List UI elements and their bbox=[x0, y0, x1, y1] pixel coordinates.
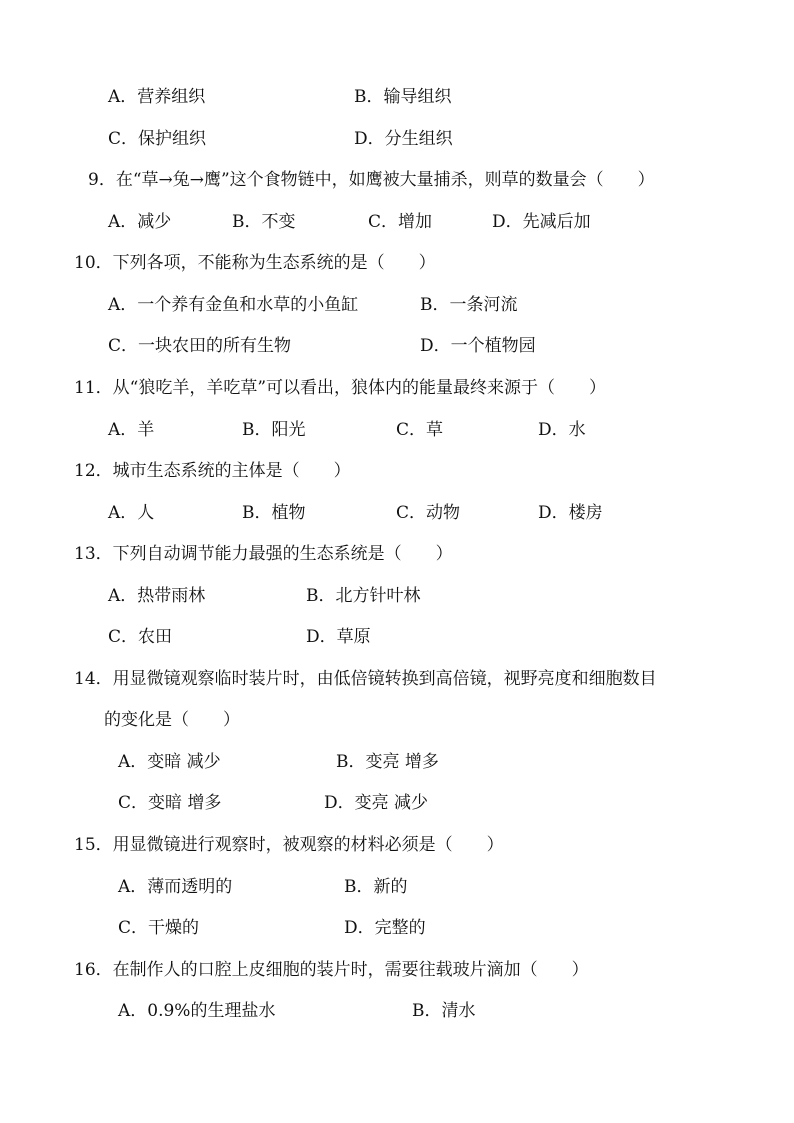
q15-option-c: C．干燥的 bbox=[118, 918, 200, 938]
q10-option-d: D．一个植物园 bbox=[420, 336, 536, 356]
q13-option-c: C．农田 bbox=[108, 627, 173, 647]
q14-option-a: A．变暗 减少 bbox=[118, 752, 221, 772]
q10-option-b: B．一条河流 bbox=[420, 295, 518, 315]
q12-option-a: A．人 bbox=[108, 503, 155, 523]
q13-question: 13．下列自动调节能力最强的生态系统是（ ） bbox=[74, 544, 453, 564]
q9-option-b: B．不变 bbox=[232, 212, 296, 232]
q10-option-a: A．一个养有金鱼和水草的小鱼缸 bbox=[108, 295, 359, 315]
q15-option-a: A．薄而透明的 bbox=[118, 877, 233, 897]
q13-option-d: D．草原 bbox=[306, 627, 371, 647]
q16-option-a: A．0.9%的生理盐水 bbox=[118, 1001, 276, 1021]
q8-option-b: B．输导组织 bbox=[354, 87, 452, 107]
q12-question: 12．城市生态系统的主体是（ ） bbox=[74, 461, 351, 481]
q15-option-b: B．新的 bbox=[344, 877, 408, 897]
q13-option-b: B．北方针叶林 bbox=[306, 586, 421, 606]
q12-option-b: B．植物 bbox=[242, 503, 306, 523]
q8-option-c: C．保护组织 bbox=[108, 129, 207, 149]
q12-option-c: C．动物 bbox=[396, 503, 461, 523]
q12-option-d: D．楼房 bbox=[538, 503, 603, 523]
q11-option-a: A．羊 bbox=[108, 420, 155, 440]
q10-question: 10．下列各项，不能称为生态系统的是（ ） bbox=[74, 253, 436, 273]
q11-question: 11．从“狼吃羊，羊吃草”可以看出，狼体内的能量最终来源于（ ） bbox=[74, 378, 607, 398]
q10-option-c: C．一块农田的所有生物 bbox=[108, 336, 292, 356]
q16-option-b: B．清水 bbox=[412, 1001, 476, 1021]
q8-option-d: D．分生组织 bbox=[354, 129, 453, 149]
q9-option-c: C．增加 bbox=[368, 212, 433, 232]
q16-question: 16．在制作人的口腔上皮细胞的装片时，需要往载玻片滴加（ ） bbox=[74, 960, 589, 980]
q14-question-line1: 14．用显微镜观察临时装片时，由低倍镜转换到高倍镜，视野亮度和细胞数目 bbox=[74, 669, 657, 689]
q13-option-a: A．热带雨林 bbox=[108, 586, 206, 606]
q14-option-d: D．变亮 减少 bbox=[324, 793, 429, 813]
q11-option-c: C．草 bbox=[396, 420, 444, 440]
q8-option-a: A．营养组织 bbox=[108, 87, 206, 107]
q9-option-a: A．减少 bbox=[108, 212, 172, 232]
q15-question: 15．用显微镜进行观察时，被观察的材料必须是（ ） bbox=[74, 835, 504, 855]
q15-option-d: D．完整的 bbox=[344, 918, 426, 938]
q9-question: 9．在“草→兔→鹰”这个食物链中，如鹰被大量捕杀，则草的数量会（ ） bbox=[88, 170, 655, 190]
q9-option-d: D．先减后加 bbox=[492, 212, 591, 232]
q14-option-c: C．变暗 增多 bbox=[118, 793, 222, 813]
q11-option-d: D．水 bbox=[538, 420, 586, 440]
q14-question-line2: 的变化是（ ） bbox=[104, 710, 240, 730]
q11-option-b: B．阳光 bbox=[242, 420, 306, 440]
q14-option-b: B．变亮 增多 bbox=[336, 752, 439, 772]
